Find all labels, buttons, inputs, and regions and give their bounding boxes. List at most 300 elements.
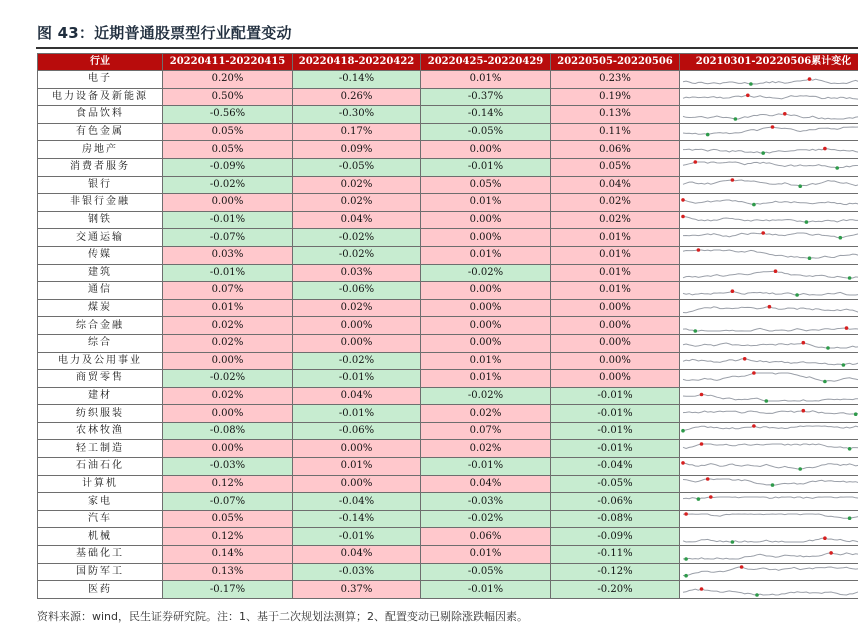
industry-name: 农林牧渔: [38, 422, 163, 440]
value-cell: 0.00%: [163, 352, 293, 370]
table-row: [38, 422, 858, 440]
value-cell: -0.03%: [293, 563, 421, 581]
value-cell: -0.04%: [293, 493, 421, 511]
industry-name: 钢铁: [38, 211, 163, 229]
sparkline-path: [683, 79, 858, 84]
value-cell: 0.00%: [163, 194, 293, 212]
industry-name: 电力设备及新能源: [38, 88, 163, 106]
value-cell: -0.01%: [293, 370, 421, 388]
table-row: [38, 106, 858, 124]
sparkline-min-marker: [734, 118, 738, 122]
sparkline: [680, 142, 858, 158]
sparkline-path: [683, 343, 858, 348]
sparkline-max-marker: [681, 461, 685, 465]
industry-name: 建筑: [38, 264, 163, 282]
value-cell: -0.17%: [163, 581, 293, 599]
industry-name: 通信: [38, 282, 163, 300]
value-cell: -0.02%: [293, 246, 421, 264]
value-cell: 0.00%: [293, 317, 421, 335]
value-cell: 0.02%: [421, 440, 551, 458]
value-cell: 0.01%: [551, 229, 680, 247]
value-cell: 0.00%: [293, 475, 421, 493]
value-cell: 0.02%: [163, 387, 293, 405]
value-cell: -0.01%: [551, 440, 680, 458]
sparkline-max-marker: [774, 269, 778, 273]
table-row: [38, 229, 858, 247]
cumulative-sparkline-cell: [680, 158, 858, 176]
sparkline: [680, 300, 858, 316]
value-cell: 0.00%: [421, 141, 551, 159]
value-cell: 0.01%: [421, 352, 551, 370]
value-cell: 0.01%: [421, 71, 551, 89]
value-cell: -0.01%: [421, 581, 551, 599]
value-cell: 0.00%: [293, 334, 421, 352]
sparkline-max-marker: [743, 357, 747, 361]
industry-name: 商贸零售: [38, 370, 163, 388]
value-cell: 0.05%: [163, 141, 293, 159]
sparkline-min-marker: [826, 346, 830, 350]
value-cell: -0.37%: [421, 88, 551, 106]
sparkline-min-marker: [848, 517, 852, 521]
sparkline-path: [683, 394, 858, 401]
sparkline-path: [683, 373, 858, 382]
sparkline: [680, 476, 858, 492]
sparkline-min-marker: [761, 151, 765, 155]
value-cell: 0.02%: [163, 334, 293, 352]
industry-name: 纺织服装: [38, 405, 163, 423]
table-row: [38, 352, 858, 370]
sparkline: [680, 370, 858, 386]
sparkline: [680, 194, 858, 210]
sparkline-path: [683, 514, 858, 518]
value-cell: -0.06%: [293, 282, 421, 300]
sparkline: [680, 71, 858, 87]
value-cell: -0.05%: [421, 563, 551, 581]
value-cell: -0.09%: [551, 528, 680, 546]
value-cell: -0.07%: [163, 229, 293, 247]
table-row: [38, 370, 858, 388]
value-cell: 0.00%: [551, 299, 680, 317]
value-cell: 0.01%: [421, 246, 551, 264]
sparkline-max-marker: [768, 305, 772, 309]
value-cell: 0.37%: [293, 581, 421, 599]
cumulative-sparkline-cell: [680, 106, 858, 124]
value-cell: 0.00%: [163, 440, 293, 458]
table-row: [38, 158, 858, 176]
industry-name: 传媒: [38, 246, 163, 264]
sparkline-min-marker: [848, 447, 852, 451]
header-cumulative: 20210301-20220506累计变化: [680, 54, 858, 71]
sparkline-max-marker: [697, 248, 701, 252]
value-cell: -0.04%: [551, 458, 680, 476]
sparkline: [680, 388, 858, 404]
table-row: [38, 510, 858, 528]
value-cell: 0.00%: [421, 229, 551, 247]
industry-name: 汽车: [38, 510, 163, 528]
sparkline-path: [683, 114, 858, 119]
value-cell: 0.14%: [163, 546, 293, 564]
cumulative-sparkline-cell: [680, 581, 858, 599]
sparkline-max-marker: [752, 372, 756, 376]
value-cell: 0.04%: [293, 546, 421, 564]
sparkline-min-marker: [805, 220, 809, 224]
table-row: [38, 246, 858, 264]
sparkline-min-marker: [823, 380, 827, 384]
sparkline-min-marker: [706, 133, 710, 137]
value-cell: 0.01%: [421, 370, 551, 388]
industry-name: 家电: [38, 493, 163, 511]
value-cell: -0.03%: [421, 493, 551, 511]
figure-title: 图 43：近期普通股票型行业配置变动: [37, 22, 292, 43]
sparkline: [680, 458, 858, 474]
value-cell: -0.02%: [421, 387, 551, 405]
sparkline: [680, 230, 858, 246]
value-cell: 0.09%: [293, 141, 421, 159]
cumulative-sparkline-cell: [680, 264, 858, 282]
value-cell: 0.03%: [163, 246, 293, 264]
sparkline-min-marker: [765, 399, 769, 403]
value-cell: -0.07%: [163, 493, 293, 511]
value-cell: -0.14%: [293, 510, 421, 528]
cumulative-sparkline-cell: [680, 546, 858, 564]
value-cell: -0.06%: [293, 422, 421, 440]
sparkline-min-marker: [835, 166, 839, 170]
sparkline-min-marker: [795, 294, 799, 298]
value-cell: -0.01%: [293, 528, 421, 546]
sparkline-max-marker: [802, 341, 806, 345]
industry-name: 石油石化: [38, 458, 163, 476]
value-cell: 0.01%: [551, 246, 680, 264]
table-row: [38, 123, 858, 141]
sparkline-min-marker: [684, 558, 688, 562]
industry-name: 交通运输: [38, 229, 163, 247]
sparkline: [680, 494, 858, 510]
cumulative-sparkline-cell: [680, 352, 858, 370]
industry-name: 房地产: [38, 141, 163, 159]
value-cell: 0.02%: [551, 194, 680, 212]
value-cell: 0.05%: [163, 123, 293, 141]
sparkline: [680, 89, 858, 105]
sparkline-max-marker: [761, 231, 765, 235]
header-industry: 行业: [38, 54, 163, 71]
value-cell: -0.01%: [163, 211, 293, 229]
value-cell: -0.14%: [293, 71, 421, 89]
sparkline-max-marker: [746, 93, 750, 97]
industry-name: 电子: [38, 71, 163, 89]
sparkline-max-marker: [681, 215, 685, 219]
sparkline: [680, 423, 858, 439]
title-divider: [36, 47, 858, 49]
value-cell: 0.05%: [421, 176, 551, 194]
sparkline-max-marker: [700, 393, 704, 397]
sparkline-path: [683, 271, 858, 278]
value-cell: 0.13%: [163, 563, 293, 581]
value-cell: 0.00%: [551, 317, 680, 335]
header-week-3: 20220425-20220429: [421, 54, 551, 71]
sparkline-max-marker: [731, 290, 735, 294]
value-cell: -0.12%: [551, 563, 680, 581]
value-cell: 0.00%: [421, 334, 551, 352]
sparkline-min-marker: [798, 184, 802, 188]
cumulative-sparkline-cell: [680, 88, 858, 106]
cumulative-sparkline-cell: [680, 211, 858, 229]
value-cell: -0.02%: [293, 229, 421, 247]
value-cell: 0.01%: [551, 282, 680, 300]
value-cell: 0.07%: [421, 422, 551, 440]
table-row: [38, 334, 858, 352]
sparkline: [680, 582, 858, 598]
sparkline-path: [683, 180, 858, 186]
table-row: [38, 71, 858, 89]
cumulative-sparkline-cell: [680, 71, 858, 89]
value-cell: -0.03%: [163, 458, 293, 476]
value-cell: 0.13%: [551, 106, 680, 124]
cumulative-sparkline-cell: [680, 387, 858, 405]
sparkline: [680, 353, 858, 369]
table-row: [38, 141, 858, 159]
value-cell: 0.11%: [551, 123, 680, 141]
sparkline-path: [683, 410, 858, 414]
industry-name: 机械: [38, 528, 163, 546]
value-cell: 0.04%: [293, 211, 421, 229]
cumulative-sparkline-cell: [680, 422, 858, 440]
value-cell: 0.12%: [163, 475, 293, 493]
cumulative-sparkline-cell: [680, 141, 858, 159]
table-row: [38, 299, 858, 317]
sparkline-path: [683, 463, 858, 469]
value-cell: 0.00%: [551, 370, 680, 388]
sparkline-path: [683, 95, 858, 99]
sparkline-max-marker: [709, 495, 713, 499]
sparkline-path: [683, 127, 858, 135]
value-cell: -0.01%: [293, 405, 421, 423]
sparkline-min-marker: [798, 468, 802, 472]
sparkline-min-marker: [839, 236, 843, 240]
sparkline-max-marker: [700, 442, 704, 446]
table-row: [38, 563, 858, 581]
sparkline: [680, 247, 858, 263]
table-row: [38, 264, 858, 282]
sparkline-min-marker: [731, 540, 735, 544]
sparkline-path: [683, 250, 858, 258]
table-row: [38, 475, 858, 493]
value-cell: -0.11%: [551, 546, 680, 564]
sparkline-max-marker: [771, 125, 775, 129]
sparkline-path: [683, 328, 858, 331]
header-week-4: 20220505-20220506: [551, 54, 680, 71]
sparkline-path: [683, 538, 858, 542]
sparkline: [680, 406, 858, 422]
table-row: [38, 211, 858, 229]
industry-name: 轻工制造: [38, 440, 163, 458]
cumulative-sparkline-cell: [680, 458, 858, 476]
cumulative-sparkline-cell: [680, 282, 858, 300]
sparkline-max-marker: [823, 536, 827, 540]
sparkline-path: [683, 567, 858, 576]
sparkline: [680, 124, 858, 140]
value-cell: -0.08%: [163, 422, 293, 440]
table-row: [38, 405, 858, 423]
industry-name: 非银行金融: [38, 194, 163, 212]
value-cell: -0.56%: [163, 106, 293, 124]
value-cell: 0.00%: [551, 334, 680, 352]
cumulative-sparkline-cell: [680, 510, 858, 528]
sparkline-max-marker: [752, 424, 756, 428]
value-cell: 0.26%: [293, 88, 421, 106]
cumulative-sparkline-cell: [680, 317, 858, 335]
value-cell: 0.50%: [163, 88, 293, 106]
value-cell: -0.30%: [293, 106, 421, 124]
sparkline-max-marker: [681, 199, 685, 203]
sparkline: [680, 282, 858, 298]
cumulative-sparkline-cell: [680, 493, 858, 511]
sparkline: [680, 106, 858, 122]
value-cell: 0.01%: [421, 546, 551, 564]
sparkline: [680, 335, 858, 351]
cumulative-sparkline-cell: [680, 370, 858, 388]
value-cell: -0.01%: [421, 458, 551, 476]
table-row: [38, 528, 858, 546]
sparkline: [680, 265, 858, 281]
value-cell: -0.09%: [163, 158, 293, 176]
value-cell: -0.01%: [551, 387, 680, 405]
industry-name: 电力及公用事业: [38, 352, 163, 370]
value-cell: 0.00%: [293, 440, 421, 458]
sparkline-max-marker: [706, 477, 710, 481]
sparkline-min-marker: [697, 497, 701, 501]
sparkline-path: [683, 200, 858, 205]
cumulative-sparkline-cell: [680, 194, 858, 212]
value-cell: 0.00%: [421, 211, 551, 229]
value-cell: -0.02%: [421, 510, 551, 528]
sparkline: [680, 511, 858, 527]
sparkline-min-marker: [681, 429, 685, 433]
value-cell: 0.06%: [421, 528, 551, 546]
cumulative-sparkline-cell: [680, 528, 858, 546]
value-cell: 0.01%: [293, 458, 421, 476]
source-note: 资料来源：wind，民生证券研究院。注：1、基于二次规划法测算；2、配置变动已剔除涨跌幅因素。: [37, 608, 528, 624]
sparkline-min-marker: [848, 276, 852, 280]
industry-name: 计算机: [38, 475, 163, 493]
sparkline: [680, 212, 858, 228]
header-week-2: 20220418-20220422: [293, 54, 421, 71]
table-row: [38, 88, 858, 106]
value-cell: 0.02%: [293, 176, 421, 194]
table-row: [38, 440, 858, 458]
sparkline-max-marker: [700, 587, 704, 591]
sparkline-max-marker: [802, 408, 806, 412]
value-cell: 0.02%: [293, 194, 421, 212]
value-cell: 0.04%: [551, 176, 680, 194]
table-row: [38, 546, 858, 564]
table-row: [38, 581, 858, 599]
sparkline-path: [683, 233, 858, 238]
value-cell: -0.02%: [163, 370, 293, 388]
sparkline-path: [683, 589, 858, 595]
table-row: [38, 194, 858, 212]
header-row: [38, 54, 858, 71]
value-cell: 0.00%: [551, 352, 680, 370]
value-cell: 0.12%: [163, 528, 293, 546]
sparkline-min-marker: [808, 257, 812, 261]
sparkline-min-marker: [752, 203, 756, 207]
sparkline: [680, 318, 858, 334]
value-cell: 0.02%: [293, 299, 421, 317]
value-cell: -0.02%: [163, 176, 293, 194]
sparkline: [680, 564, 858, 580]
value-cell: -0.14%: [421, 106, 551, 124]
value-cell: -0.01%: [163, 264, 293, 282]
value-cell: -0.05%: [551, 475, 680, 493]
sparkline: [680, 159, 858, 175]
value-cell: 0.02%: [421, 405, 551, 423]
sparkline-min-marker: [694, 329, 698, 333]
header-week-1: 20220411-20220415: [163, 54, 293, 71]
cumulative-sparkline-cell: [680, 563, 858, 581]
sparkline-path: [683, 148, 858, 153]
value-cell: 0.05%: [551, 158, 680, 176]
value-cell: -0.01%: [551, 405, 680, 423]
value-cell: 0.05%: [163, 510, 293, 528]
value-cell: -0.05%: [293, 158, 421, 176]
sparkline-min-marker: [854, 412, 858, 416]
sparkline-max-marker: [808, 78, 812, 82]
table-row: [38, 387, 858, 405]
sparkline: [680, 441, 858, 457]
value-cell: 0.20%: [163, 71, 293, 89]
cumulative-sparkline-cell: [680, 475, 858, 493]
industry-name: 国防军工: [38, 563, 163, 581]
industry-name: 医药: [38, 581, 163, 599]
table-row: [38, 176, 858, 194]
sparkline-max-marker: [829, 551, 833, 555]
value-cell: 0.04%: [421, 475, 551, 493]
sparkline-max-marker: [783, 112, 787, 116]
sparkline-path: [683, 426, 858, 431]
value-cell: -0.01%: [551, 422, 680, 440]
value-cell: 0.01%: [551, 264, 680, 282]
table-row: [38, 282, 858, 300]
cumulative-sparkline-cell: [680, 229, 858, 247]
sparkline: [680, 177, 858, 193]
value-cell: 0.19%: [551, 88, 680, 106]
value-cell: 0.00%: [163, 405, 293, 423]
value-cell: 0.00%: [421, 299, 551, 317]
sparkline-path: [683, 217, 858, 223]
allocation-table: [37, 53, 858, 599]
sparkline-path: [683, 444, 858, 449]
sparkline-min-marker: [842, 363, 846, 367]
value-cell: 0.07%: [163, 282, 293, 300]
value-cell: 0.01%: [163, 299, 293, 317]
industry-name: 综合金融: [38, 317, 163, 335]
value-cell: -0.01%: [421, 158, 551, 176]
industry-name: 煤炭: [38, 299, 163, 317]
cumulative-sparkline-cell: [680, 440, 858, 458]
sparkline-min-marker: [755, 593, 759, 597]
sparkline-max-marker: [731, 178, 735, 182]
value-cell: -0.06%: [551, 493, 680, 511]
sparkline-max-marker: [823, 146, 827, 150]
sparkline-path: [683, 359, 858, 365]
industry-name: 建材: [38, 387, 163, 405]
sparkline: [680, 546, 858, 562]
sparkline-max-marker: [694, 160, 698, 164]
industry-name: 综合: [38, 334, 163, 352]
cumulative-sparkline-cell: [680, 405, 858, 423]
value-cell: 0.00%: [421, 317, 551, 335]
industry-name: 基础化工: [38, 546, 163, 564]
